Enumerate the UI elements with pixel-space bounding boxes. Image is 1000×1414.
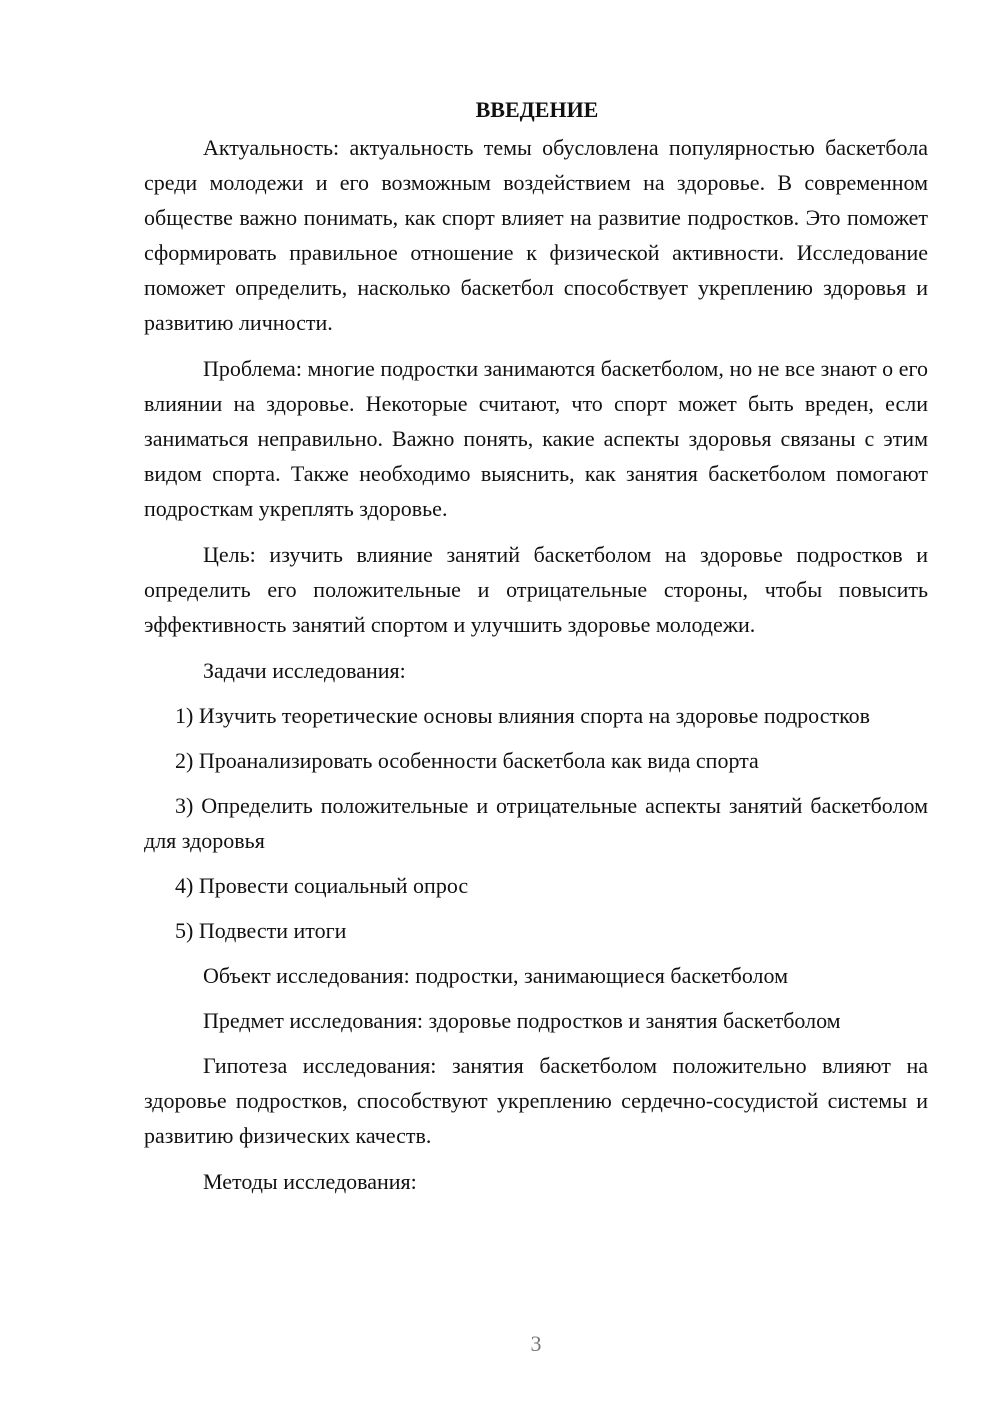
tasks-list	[144, 698, 928, 948]
page-number: 3	[530, 1331, 542, 1356]
problem-paragraph: Проблема: многие подростки занимаются баскетболом, но не все знают о его влиянии на здоровье. Некоторые считают, что спорт может быть вреден, если заниматься неправильно. Важно понять, какие аспекты здоровья связаны с этим видом спорта. Также необходимо выяснить, как занятия баскетболом помогают подросткам укреплять здоровье.	[144, 356, 928, 521]
task-item-5: 5) Подвести итоги	[175, 918, 347, 943]
task-item-1: 1) Изучить теоретические основы влияния спорта на здоровье подростков	[175, 703, 871, 728]
task-item-4: 4) Провести социальный опрос	[175, 873, 469, 898]
section-title: ВВЕДЕНИЕ	[475, 97, 599, 122]
subject-paragraph: Предмет исследования: здоровье подростков и занятия баскетболом	[203, 1008, 841, 1033]
task-item-3: 3) Определить положительные и отрицательные аспекты занятий баскетболом для здоровья	[144, 793, 928, 853]
tasks-heading: Задачи исследования:	[203, 658, 406, 683]
object-paragraph: Объект исследования: подростки, занимающиеся баскетболом	[203, 963, 789, 988]
methods-heading: Методы исследования:	[203, 1169, 417, 1194]
goal-paragraph: Цель: изучить влияние занятий баскетболом на здоровье подростков и определить его положительные и отрицательные стороны, чтобы повысить эффективность занятий спортом и улучшить здоровье молодежи.	[144, 542, 928, 637]
hypothesis-paragraph: Гипотеза исследования: занятия баскетболом положительно влияют на здоровье подростков, способствуют укреплению сердечно-сосудистой системы и развитию физических качеств.	[144, 1053, 928, 1148]
task-item-2: 2) Проанализировать особенности баскетбола как вида спорта	[175, 748, 759, 773]
page-content	[144, 92, 928, 1209]
relevance-paragraph: Актуальность: актуальность темы обусловлена популярностью баскетбола среди молодежи и его возможным воздействием на здоровье. В современном обществе важно понимать, как спорт влияет на развитие подростков. Это поможет сформировать правильное отношение к физической активности. Исследование поможет определить, насколько баскетбол способствует укреплению здоровья и развитию личности.	[144, 135, 928, 335]
